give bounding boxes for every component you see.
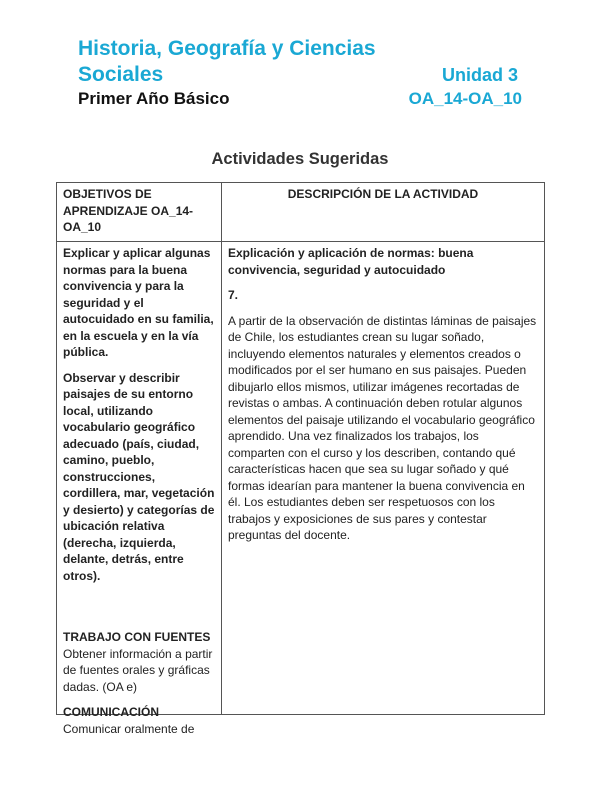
section-title: Actividades Sugeridas (211, 150, 389, 168)
objective-oa14: Explicar y aplicar algunas normas para la buena convivencia y para la seguridad y el autocuidado en su familia, en la escuela y en la vía pública. (63, 246, 214, 359)
description-cell (222, 242, 545, 715)
skill-text-sources: Obtener información a partir de fuentes orales y gráficas dadas. (OA e) (63, 646, 213, 694)
objectives-header: OBJETIVOS DE APRENDIZAJE OA_14-OA_10 (57, 183, 222, 242)
unit-label: Unidad 3 (441, 65, 518, 85)
activity-number: 7. (228, 288, 239, 302)
objective-oa10: Observar y describir paisajes de su entorno local, utilizando vocabulario geográfico adecuado (país, ciudad, camino, pueblo, construcciones, cordillera, mar, vegetación y desierto) y categorías de ubicación relativa (derecha, izquierda, delante, detrás, entre otros). (63, 370, 215, 583)
grade-label: Primer Año Básico (78, 89, 230, 108)
skill-title-communication: COMUNICACIÓN (63, 705, 159, 719)
skill-text-communication: Comunicar oralmente de (63, 721, 195, 736)
subject-title-line1: Historia, Geografía y Ciencias (78, 37, 376, 60)
subject-title-line2: Sociales (78, 63, 164, 86)
grade-row (78, 88, 528, 110)
subject-title-row (78, 62, 528, 88)
objective-code: OA_14-OA_10 (408, 89, 522, 108)
activity-description: A partir de la observación de distintas láminas de paisajes de Chile, los estudiantes crean su lugar soñado, incluyendo elementos naturales y elementos creados o modificados por el ser humano en sus paisajes. Pueden dibujarlo ellos mismos, utilizar imágenes recortadas de revistas o ambas. A continuación deben rotular algunos elementos del paisaje utilizando el vocabulario geográfico aprendido. Una vez finalizados los trabajos, los comparten con el curso y los describen, contando qué características hacen que sea su lugar soñado y qué formas idearían para mantener la buena convivencia en él. Los estudiantes deben ser respetuosos con los trabajos y exposiciones de sus pares y contestar preguntas del docente. (228, 313, 537, 542)
table-row (57, 242, 545, 715)
description-header: DESCRIPCIÓN DE LA ACTIVIDAD (222, 183, 545, 242)
skill-title-sources: TRABAJO CON FUENTES (63, 630, 211, 644)
objectives-cell (57, 242, 222, 736)
activities-table (56, 182, 545, 736)
activity-title: Explicación y aplicación de normas: buena convivencia, seguridad y autocuidado (228, 246, 474, 277)
table-header-row (57, 183, 545, 242)
document-header (78, 36, 528, 110)
